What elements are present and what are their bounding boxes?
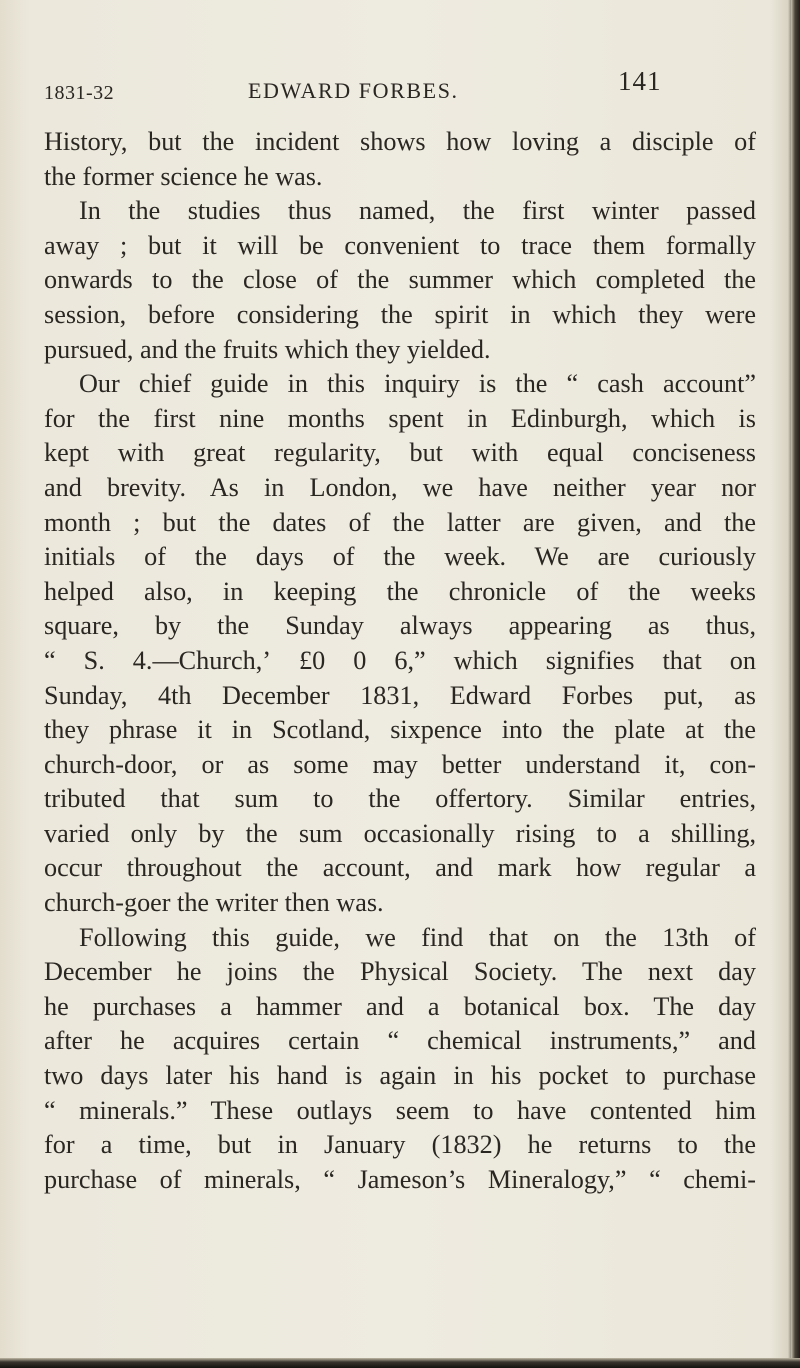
- running-header: [44, 66, 744, 112]
- text-line: they phrase it in Scotland, sixpence into the plate at the: [44, 715, 756, 745]
- text-line: onwards to the close of the summer which completed the: [44, 265, 756, 295]
- text-line: History, but the incident shows how loving a disciple of: [44, 127, 756, 156]
- text-line: church-door, or as some may better understand it, con-: [44, 749, 756, 779]
- text-line: varied only by the sum occasionally rising to a shilling,: [44, 818, 756, 848]
- text-line: occur throughout the account, and mark how regular a: [44, 853, 756, 883]
- text-line: session, before considering the spirit in which they were: [44, 299, 756, 329]
- text-line: square, by the Sunday always appearing as thus,: [44, 611, 756, 641]
- text-line: and brevity. As in London, we have neither year nor: [44, 472, 756, 502]
- page-number: 141: [618, 66, 662, 96]
- text-line: after he acquires certain “ chemical instruments,” and: [44, 1026, 756, 1056]
- header-dates: 1831-32: [44, 82, 115, 104]
- text-line: Our chief guide in this inquiry is the “ cash account”: [79, 369, 756, 399]
- text-line: Sunday, 4th December 1831, Edward Forbes put, as: [44, 680, 756, 710]
- text-line: purchase of minerals, “ Jameson’s Mineralogy,” “ chemi-: [44, 1164, 756, 1194]
- text-line: Following this guide, we find that on the 13th of: [79, 922, 756, 952]
- text-line: December he joins the Physical Society. The next day: [44, 957, 756, 987]
- text-line: “ S. 4.—Church,ʼ £0 0 6,” which signifies that on: [44, 645, 756, 675]
- text-line: for the first nine months spent in Edinburgh, which is: [44, 403, 756, 433]
- text-line: “ minerals.” These outlays seem to have contented him: [44, 1095, 756, 1125]
- text-line: he purchases a hammer and a botanical box. The day: [44, 991, 756, 1021]
- body-text: [44, 125, 756, 1197]
- text-line: two days later his hand is again in his pocket to purchase: [44, 1061, 756, 1091]
- text-line: helped also, in keeping the chronicle of the weeks: [44, 576, 756, 606]
- text-line: In the studies thus named, the first winter passed: [79, 196, 756, 226]
- text-line: the former science he was.: [44, 161, 323, 191]
- text-line: initials of the days of the week. We are curiously: [44, 542, 756, 572]
- running-title: EDWARD FORBES.: [248, 78, 459, 103]
- text-line: for a time, but in January (1832) he returns to the: [44, 1130, 756, 1160]
- page-bottom-edge: [0, 1358, 800, 1368]
- book-edge-shadow: [791, 0, 800, 1368]
- text-line: church-goer the writer then was.: [44, 888, 384, 918]
- text-line: kept with great regularity, but with equal conciseness: [44, 438, 756, 468]
- text-line: tributed that sum to the offertory. Similar entries,: [44, 784, 756, 814]
- text-line: away ; but it will be convenient to trace them formally: [44, 230, 756, 260]
- text-line: pursued, and the fruits which they yielded.: [44, 334, 491, 364]
- text-line: month ; but the dates of the latter are given, and the: [44, 507, 756, 537]
